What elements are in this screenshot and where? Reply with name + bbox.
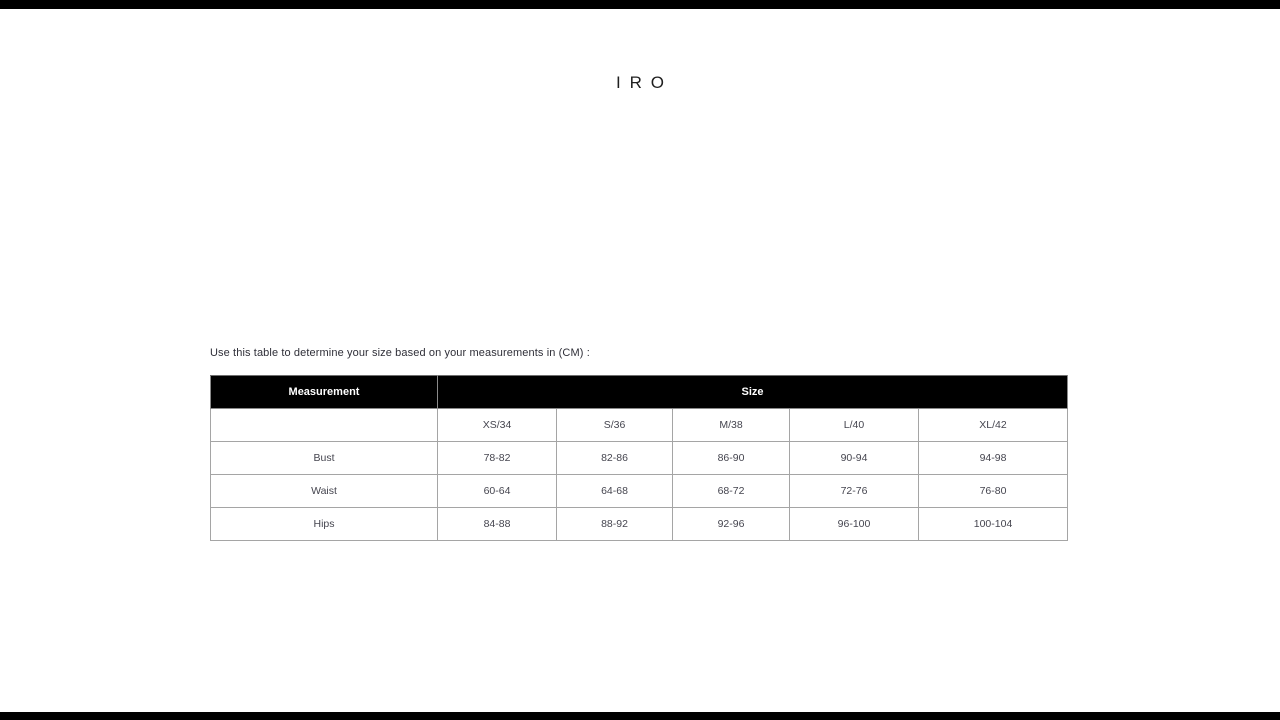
measurement-value: 84-88 xyxy=(438,508,557,541)
measurement-header-cell: Measurement xyxy=(211,376,438,409)
measurement-value: 64-68 xyxy=(557,475,673,508)
measurement-value: 82-86 xyxy=(557,442,673,475)
row-label: Waist xyxy=(211,475,438,508)
row-label: Hips xyxy=(211,508,438,541)
top-black-bar xyxy=(0,0,1280,9)
measurement-value: 60-64 xyxy=(438,475,557,508)
size-column-label: S/36 xyxy=(557,409,673,442)
size-column-label: XS/34 xyxy=(438,409,557,442)
measurement-value: 72-76 xyxy=(790,475,919,508)
table-row-waist xyxy=(211,475,1068,508)
bottom-black-bar xyxy=(0,712,1280,720)
measurement-value: 88-92 xyxy=(557,508,673,541)
size-guide-instruction: Use this table to determine your size based on your measurements in (CM) : xyxy=(210,347,590,359)
measurement-value: 76-80 xyxy=(919,475,1068,508)
measurement-value: 92-96 xyxy=(673,508,790,541)
table-row-bust xyxy=(211,442,1068,475)
size-guide-section xyxy=(210,347,1067,541)
measurement-value: 94-98 xyxy=(919,442,1068,475)
table-row-hips xyxy=(211,508,1068,541)
measurement-value: 90-94 xyxy=(790,442,919,475)
table-header-row xyxy=(211,376,1068,409)
measurement-value: 100-104 xyxy=(919,508,1068,541)
row-label: Bust xyxy=(211,442,438,475)
size-column-label: M/38 xyxy=(673,409,790,442)
size-labels-row xyxy=(211,409,1068,442)
empty-cell xyxy=(211,409,438,442)
measurement-value: 96-100 xyxy=(790,508,919,541)
brand-logo[interactable]: IRO xyxy=(616,73,673,92)
size-header-cell: Size xyxy=(438,376,1068,409)
size-column-label: XL/42 xyxy=(919,409,1068,442)
site-header xyxy=(0,74,1280,93)
size-chart-table xyxy=(210,375,1068,541)
measurement-value: 78-82 xyxy=(438,442,557,475)
measurement-value: 68-72 xyxy=(673,475,790,508)
size-column-label: L/40 xyxy=(790,409,919,442)
measurement-value: 86-90 xyxy=(673,442,790,475)
